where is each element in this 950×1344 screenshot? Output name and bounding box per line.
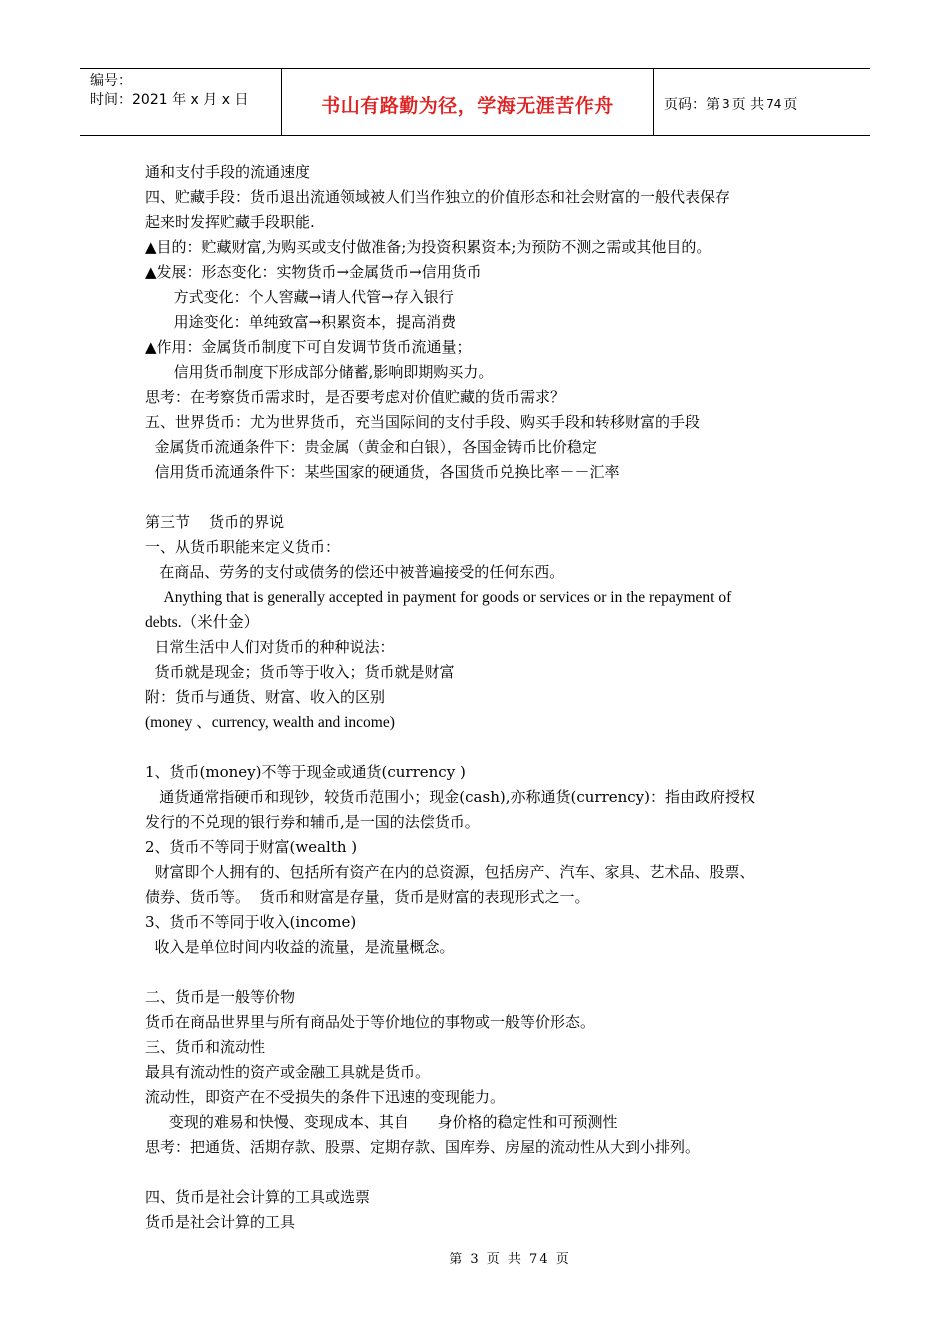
text-line: 通货通常指硬币和现钞，较货币范围小；现金(cash),亦称通货(currency)：指由政府授权 <box>145 788 756 806</box>
text-line: ▲目的：贮藏财富,为购买或支付做准备;为投资积累资本;为预防不测之需或其他目的。 <box>145 238 712 256</box>
page-header <box>80 68 870 136</box>
text-line: 信用货币制度下形成部分储蓄,影响即期购买力。 <box>145 363 494 381</box>
text-line: 二、货币是一般等价物 <box>145 988 296 1006</box>
header-page-info <box>654 69 870 135</box>
english-quote-line: Anything that is generally accepted in payment for goods or services or in the repayment of <box>145 589 732 606</box>
text-line: 用途变化：单纯致富→积累资本，提高消费 <box>145 313 457 331</box>
blank-line <box>145 1160 815 1185</box>
header-page-mid: 页 共 <box>731 97 765 113</box>
header-motto: 书山有路勤为径，学海无涯苦作舟 <box>282 69 654 135</box>
header-page-prefix: 页码：第 <box>664 97 720 113</box>
text-line: 货币是社会计算的工具 <box>145 1213 296 1231</box>
section-heading: 第三节 货币的界说 <box>145 513 285 531</box>
blank-line <box>145 735 815 760</box>
text-line: 变现的难易和快慢、变现成本、其自 身价格的稳定性和可预测性 <box>145 1113 618 1131</box>
text-line: 一、从货币职能来定义货币： <box>145 538 341 556</box>
text-line: 思考：在考察货币需求时，是否要考虑对价值贮藏的货币需求？ <box>145 388 566 406</box>
english-quote-line: debts.（米什金） <box>145 614 260 631</box>
text-line: 日常生活中人们对货币的种种说法： <box>145 638 395 656</box>
header-page-suffix: 页 <box>783 97 798 113</box>
text-line: 通和支付手段的流通速度 <box>145 163 311 181</box>
blank-line <box>145 960 815 985</box>
header-date-label: 时间：2021 年 x 月 x 日 <box>90 92 249 108</box>
text-line: 债券、货币等。 货币和财富是存量，货币是财富的表现形式之一。 <box>145 888 590 906</box>
text-line: 三、货币和流动性 <box>145 1038 266 1056</box>
text-line: 最具有流动性的资产或金融工具就是货币。 <box>145 1063 431 1081</box>
text-line: 财富即个人拥有的、包括所有资产在内的总资源，包括房产、汽车、家具、艺术品、股票、 <box>145 863 755 881</box>
text-line: 收入是单位时间内收益的流量，是流量概念。 <box>145 938 455 956</box>
text-line: 3、货币不等同于收入(income) <box>145 913 357 931</box>
header-page-total: 74 <box>766 97 782 111</box>
text-line: 金属货币流通条件下：贵金属（黄金和白银），各国金铸币比价稳定 <box>145 438 598 456</box>
text-line: 信用货币流通条件下：某些国家的硬通货，各国货币兑换比率－－汇率 <box>145 463 620 481</box>
text-line: 发行的不兑现的银行券和辅币,是一国的法偿货币。 <box>145 813 480 831</box>
text-line: 起来时发挥贮藏手段职能. <box>145 213 315 231</box>
header-page-current: 3 <box>722 97 730 111</box>
text-line: 方式变化：个人窖藏→请人代管→存入银行 <box>145 288 454 306</box>
text-line: 2、货币不等同于财富(wealth ) <box>145 838 358 856</box>
text-line: 四、贮藏手段：货币退出流通领域被人们当作独立的价值形态和社会财富的一般代表保存 <box>145 188 731 206</box>
text-line: 1、货币(money)不等于现金或通货(currency ) <box>145 763 466 781</box>
text-line: 货币就是现金；货币等于收入；货币就是财富 <box>145 663 455 681</box>
text-line: 思考：把通货、活期存款、股票、定期存款、国库券、房屋的流动性从大到小排列。 <box>145 1138 701 1156</box>
text-line: 在商品、劳务的支付或债务的偿还中被普遍接受的任何东西。 <box>145 563 565 581</box>
document-body <box>145 160 815 1235</box>
header-number-label: 编号： <box>90 73 132 89</box>
blank-line <box>145 485 815 510</box>
text-line: 五、世界货币：尤为世界货币，充当国际间的支付手段、购买手段和转移财富的手段 <box>145 413 701 431</box>
text-line: 货币在商品世界里与所有商品处于等价地位的事物或一般等价形态。 <box>145 1013 596 1031</box>
text-line: (money 、currency, wealth and income) <box>145 714 395 731</box>
text-line: 四、货币是社会计算的工具或选票 <box>145 1188 371 1206</box>
text-line: ▲作用：金属货币制度下可自发调节货币流通量； <box>145 338 472 356</box>
text-line: ▲发展：形态变化：实物货币→金属货币→信用货币 <box>145 263 482 281</box>
header-meta <box>80 69 282 135</box>
page-footer: 第 3 页 共 74 页 <box>449 1252 571 1267</box>
text-line: 附：货币与通货、财富、收入的区别 <box>145 688 386 706</box>
text-line: 流动性，即资产在不受损失的条件下迅速的变现能力。 <box>145 1088 506 1106</box>
